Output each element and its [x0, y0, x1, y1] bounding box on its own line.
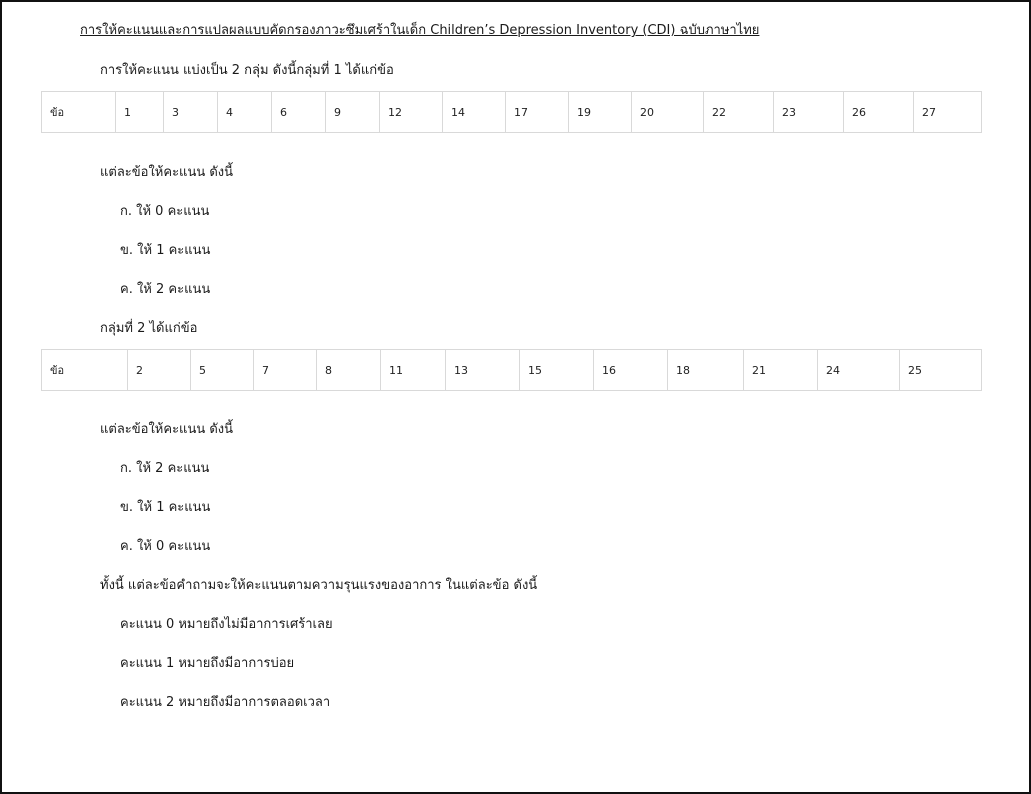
group1-scoring-heading: แต่ละข้อให้คะแนน ดังนี้: [100, 165, 234, 180]
table-row: [42, 92, 982, 133]
group2-scoring-heading: แต่ละข้อให้คะแนน ดังนี้: [100, 422, 234, 437]
item-number-cell: 21: [744, 350, 818, 391]
item-number-cell: 5: [191, 350, 254, 391]
scoring-intro: การให้คะแนน แบ่งเป็น 2 กลุ่ม ดังนี้กลุ่มที่ 1 ได้แก่ข้อ: [100, 63, 394, 78]
item-number-cell: 9: [326, 92, 380, 133]
item-number-cell: 1: [116, 92, 164, 133]
item-number-cell: 11: [381, 350, 446, 391]
item-number-cell: 20: [632, 92, 704, 133]
item-number-cell: 25: [900, 350, 982, 391]
item-number-cell: 27: [914, 92, 982, 133]
group1-scoring-line: ก. ให้ 0 คะแนน: [120, 204, 210, 219]
group2-scoring-line: ค. ให้ 0 คะแนน: [120, 539, 211, 554]
item-number-cell: 17: [506, 92, 569, 133]
item-number-cell: 2: [128, 350, 191, 391]
group1-scoring-line: ข. ให้ 1 คะแนน: [120, 243, 211, 258]
group1-items-table: [41, 91, 982, 133]
group1-scoring-line: ค. ให้ 2 คะแนน: [120, 282, 211, 297]
item-number-cell: 13: [446, 350, 520, 391]
table-row: [42, 350, 982, 391]
item-number-cell: 16: [594, 350, 668, 391]
group2-items-table: [41, 349, 982, 391]
item-number-cell: 3: [164, 92, 218, 133]
item-number-cell: 6: [272, 92, 326, 133]
item-number-cell: 4: [218, 92, 272, 133]
severity-line: คะแนน 0 หมายถึงไม่มีอาการเศร้าเลย: [120, 617, 333, 632]
item-number-cell: 15: [520, 350, 594, 391]
item-number-cell: 12: [380, 92, 443, 133]
item-number-cell: 26: [844, 92, 914, 133]
document-title: การให้คะแนนและการแปลผลแบบคัดกรองภาวะซึมเศร้าในเด็ก Children’s Depression Inventory (CDI) ฉบับภาษาไทย: [80, 23, 760, 38]
group2-scoring-line: ก. ให้ 2 คะแนน: [120, 461, 210, 476]
severity-heading: ทั้งนี้ แต่ละข้อคำถามจะให้คะแนนตามความรุนแรงของอาการ ในแต่ละข้อ ดังนี้: [100, 578, 538, 593]
severity-line: คะแนน 2 หมายถึงมีอาการตลอดเวลา: [120, 695, 331, 710]
item-number-cell: 7: [254, 350, 317, 391]
item-number-cell: 8: [317, 350, 381, 391]
item-number-cell: 22: [704, 92, 774, 133]
table-header-cell: ข้อ: [42, 350, 128, 391]
severity-line: คะแนน 1 หมายถึงมีอาการบ่อย: [120, 656, 295, 671]
table-header-cell: ข้อ: [42, 92, 116, 133]
group2-scoring-line: ข. ให้ 1 คะแนน: [120, 500, 211, 515]
item-number-cell: 14: [443, 92, 506, 133]
item-number-cell: 23: [774, 92, 844, 133]
group2-label: กลุ่มที่ 2 ได้แก่ข้อ: [100, 321, 198, 336]
item-number-cell: 24: [818, 350, 900, 391]
item-number-cell: 18: [668, 350, 744, 391]
item-number-cell: 19: [569, 92, 632, 133]
